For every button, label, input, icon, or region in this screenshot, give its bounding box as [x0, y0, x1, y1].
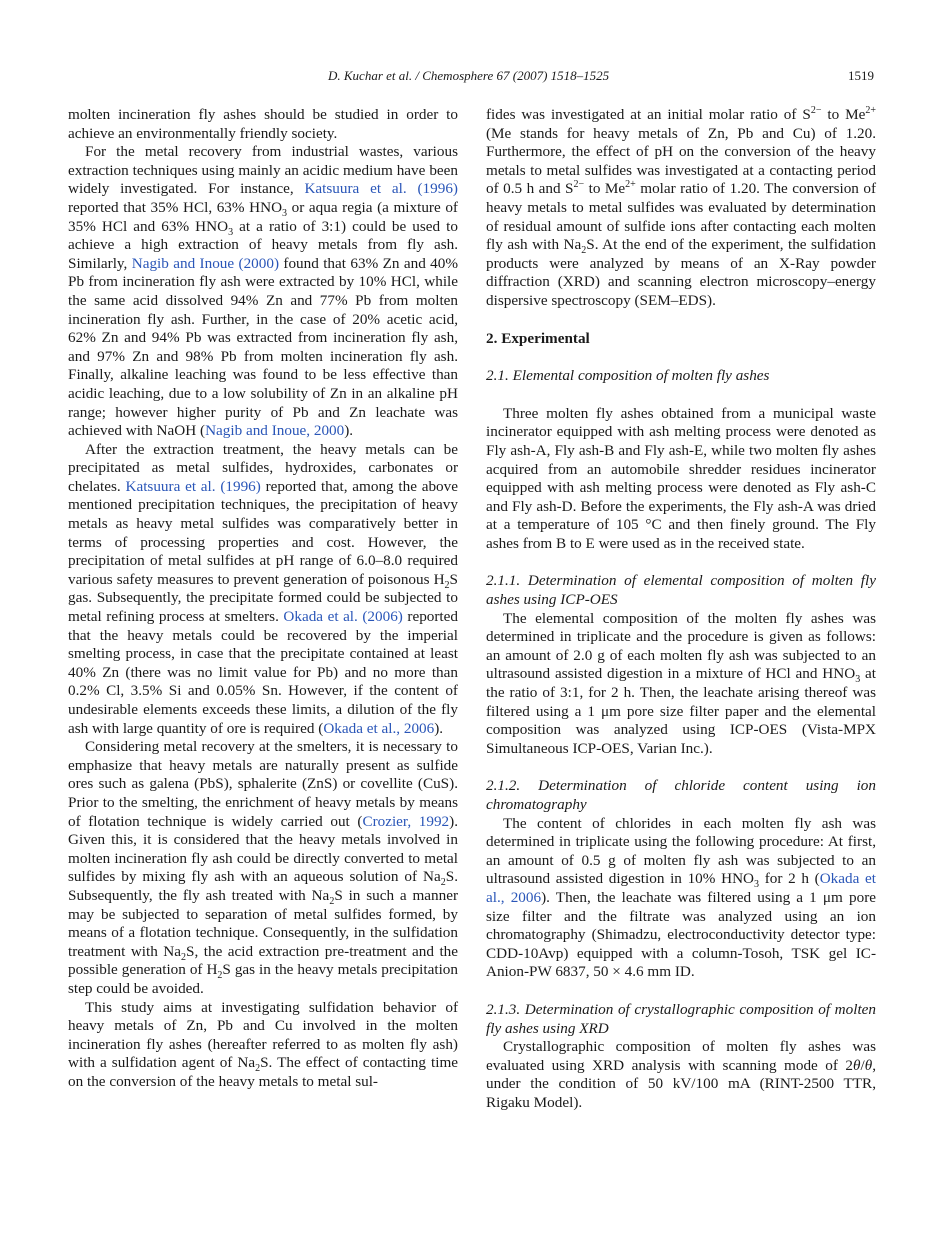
subscript: 3	[855, 674, 861, 686]
citation-link[interactable]: Katsuura et al. (1996)	[304, 180, 458, 198]
subscript: 2	[444, 579, 450, 591]
text-run: S gas in the heavy metals precipitation step could be avoided.	[68, 961, 458, 997]
paragraph: Three molten fly ashes obtained from a municipal waste incinerator equipped with ash melting process were denoted as Fly ash-A, Fly ash-B and Fly ash-E, while two molten fly ashes acquired from an automobile shredder residues incinerator equipped with ash melting process were denoted as Fly ash-C and Fly ash-D. Before the experiments, the Fly ash-A was dried at a temperature of 105 °C and then finely ground. The Fly ashes from B to E were used as in the received state.	[486, 404, 876, 552]
text-run: S. Subsequently, the fly ash treated with Na	[68, 868, 458, 904]
paragraph	[68, 738, 458, 998]
subscript: 3	[282, 208, 288, 219]
text-run: After the extraction treatment, the heavy metals can be precipitated as metal sulfides, hydroxides, carbonates or chelates.	[68, 440, 458, 495]
running-header	[0, 68, 925, 88]
text-run: at the ratio of 3:1, for 2 h. Then, the leachate arising thereof was filtered using a 1 μm pore size filter paper and the elemental composition was analyzed using ICP-OES (Vista-MPX Simultaneous ICP-OES, Varian Inc.).	[486, 665, 876, 757]
subsubsection-heading: 2.1.2. Determination of chloride content using ion chromatography	[486, 777, 876, 813]
text-run: found that 63% Zn and 40% Pb from incineration fly ash were extracted by 10% HCl, while the same acid dissolved 94% Zn and 77% Pb from molten incineration fly ash. Further, in the case of 20% acetic acid, 62% Zn and 94% Pb was extracted from incineration fly ash, and 97% Zn and 98% Pb from molten incineration fly ash. Finally, alkaline leaching was found to be less effective than acidic leaching, due to a low solubility of Zn in an alkaline pH range; however higher purity of Pb and Zn leachate was achieved with NaOH (	[68, 254, 459, 440]
text-run: reported that, among the above mentioned precipitation techniques, the precipitation of heavy metals as heavy metal sulfides was comparatively better in terms of processing properties and cost. However, the precipitation of metal sulfides at pH range of 6.0–8.0 required various safety measures to prevent generation of poisonous H	[68, 477, 458, 588]
text-run: For the metal recovery from industrial wastes, various extraction techniques using mainly an acidic medium have been widely investigated. For instance,	[68, 143, 458, 198]
subscript: 2	[255, 1063, 261, 1075]
superscript: 2+	[625, 179, 636, 191]
text-run: molar ratio of 1.20. The conversion of heavy metals to metal sulfides was evaluated by determination of residual amount of sulfide ions after contacting each molten fly ash with Na	[486, 180, 877, 254]
section-heading: 2. Experimental	[486, 329, 590, 347]
left-column	[68, 106, 458, 1091]
page-number: 1519	[848, 68, 874, 83]
paragraph	[68, 143, 458, 441]
superscript: 2−	[810, 104, 822, 116]
paragraph	[486, 815, 876, 982]
citation-link[interactable]: Crozier, 1992	[362, 812, 450, 830]
subscript: 2	[181, 951, 187, 963]
text-run: ). Given this, it is considered that the heavy metals involved in molten incineration fly ash could be directly converted to metal sulfides by mixing fly ash with an aqueous solution of Na	[68, 812, 459, 886]
text-run: This study aims at investigating sulfidation behavior of heavy metals of Zn, Pb and Cu involved in the molten incineration fly ashes (hereafter referred to as molten fly ash) with a sulfidation agent of Na	[68, 998, 458, 1072]
text-run: S, the acid extraction pre-treatment and the possible generation of H	[68, 942, 459, 979]
subsection-heading: 2.1. Elemental composition of molten fly ashes	[486, 367, 770, 385]
text-run: S in such a manner may be subjected to separation of metal sulfides formed, by means of a flotation technique. Consequently, in the sulfidation treatment with Na	[68, 886, 458, 960]
italic-symbol: θ	[864, 1056, 873, 1074]
text-run: fides was investigated at an initial molar ratio of S	[486, 106, 811, 123]
subscript: 3	[228, 226, 234, 238]
citation-link[interactable]: Okada et al. (2006)	[283, 608, 403, 626]
citation-link[interactable]: Okada et al., 2006	[323, 719, 435, 737]
text-run: S. The effect of contacting time on the conversion of the heavy metals to metal sul-	[68, 1054, 458, 1090]
text-run: ).	[344, 422, 354, 440]
superscript: 2−	[573, 179, 585, 191]
text-run: /	[860, 1056, 865, 1074]
text-run: Considering metal recovery at the smelters, it is necessary to emphasize that heavy metals are naturally present as sulfide ores such as galena (PbS), sphalerite (ZnS) or covellite (CuS). Prior to the smelting, the enrichment of heavy metals by means of flotation technique is widely carried out (	[68, 738, 458, 830]
subscript: 2	[217, 970, 223, 982]
subscript: 2	[329, 895, 335, 907]
paragraph	[486, 106, 876, 311]
text-run: or aqua regia (a mixture of 35% HCl and 63% HNO	[68, 198, 458, 235]
paragraph	[68, 441, 458, 739]
text-run: S gas. Subsequently, the precipitate formed could be subjected to metal refining process at smelters.	[68, 570, 458, 626]
text-run: to Me	[584, 180, 626, 198]
text-run: to Me	[821, 106, 866, 123]
citation-link[interactable]: Okada et al., 2006	[486, 870, 876, 906]
text-run: ). Then, the leachate was filtered using a 1 μm pore size filter and the filtrate was analyzed using an ion chromatography (Shimadzu, electroconductivity detector type: CDD-10Avp) equipped with a column-Tosoh, TSK gel IC-Anion-PW 6837, 50 × 4.6 mm ID.	[486, 888, 877, 981]
text-run: reported that the heavy metals could be recovered by the imperial smelting process, in case that the precipitate contained at least 40% Zn (there was no limit value for Pb) and no more than 0.2% Cl, 3.5% Si and 0.05% Sn. However, if the content of undesirable elements exceeds these limits, a dilution of the fly ash with large quantity of ore is required (	[68, 608, 458, 737]
text-run: , under the condition of 50 kV/100 mA (RINT-2500 TTR, Rigaku Model).	[486, 1056, 876, 1111]
paragraph	[68, 999, 458, 1092]
citation-link[interactable]: Nagib and Inoue, 2000	[205, 422, 345, 440]
text-run: The elemental composition of the molten fly ashes was determined in triplicate and the procedure is given as follows: an amount of 2.0 g of each molten fly ash was subjected to an ultrasound assisted digestion in a mixture of HCl and HNO	[486, 609, 876, 683]
citation-link[interactable]: Katsuura et al. (1996)	[125, 477, 261, 495]
subscript: 2	[581, 245, 587, 257]
paragraph: molten incineration fly ashes should be studied in order to achieve an environmentally friendly society.	[68, 106, 458, 142]
paragraph	[486, 610, 876, 759]
superscript: 2+	[865, 104, 876, 116]
right-column	[486, 106, 876, 1113]
subsubsection-heading: 2.1.3. Determination of crystallographic composition of molten fly ashes using XRD	[486, 1000, 876, 1037]
text-run: for 2 h (	[759, 870, 820, 888]
text-run: (Me stands for heavy metals of Zn, Pb and Cu) of 1.20. Furthermore, the effect of pH on the conversion of the heavy metals to metal sulfides was investigated at a contacting period of 0.5 h and S	[486, 124, 876, 198]
text-run: at a ratio of 3:1) could be used to achieve a high extraction of heavy metals from fly ash. Similarly,	[68, 217, 458, 272]
text-run: The content of chlorides in each molten fly ash was determined in triplicate using the following procedure: At first, an amount of 0.5 g of molten fly ash was subjected to an ultrasound assisted digestion in 10% HNO	[486, 814, 876, 888]
subscript: 2	[440, 877, 446, 889]
text-run: Crystallographic composition of molten fly ashes was evaluated using XRD analysis with scanning mode of 2	[486, 1038, 876, 1074]
text-run: ).	[434, 719, 444, 737]
subsubsection-heading: 2.1.1. Determination of elemental composition of molten fly ashes using ICP-OES	[486, 572, 876, 609]
italic-symbol: θ	[853, 1056, 861, 1074]
citation-link[interactable]: Nagib and Inoue (2000)	[131, 254, 280, 272]
paragraph	[486, 1038, 876, 1112]
running-title: D. Kuchar et al. / Chemosphere 67 (2007) 1518–1525	[328, 68, 610, 83]
text-run: reported that 35% HCl, 63% HNO	[68, 198, 283, 216]
subscript: 3	[754, 879, 760, 891]
text-run: S. At the end of the experiment, the sulfidation products were analyzed by means of an X-Ray powder diffraction (XRD) and scanning electron microscopy–energy dispersive spectroscopy (SEM–EDS).	[486, 236, 876, 309]
